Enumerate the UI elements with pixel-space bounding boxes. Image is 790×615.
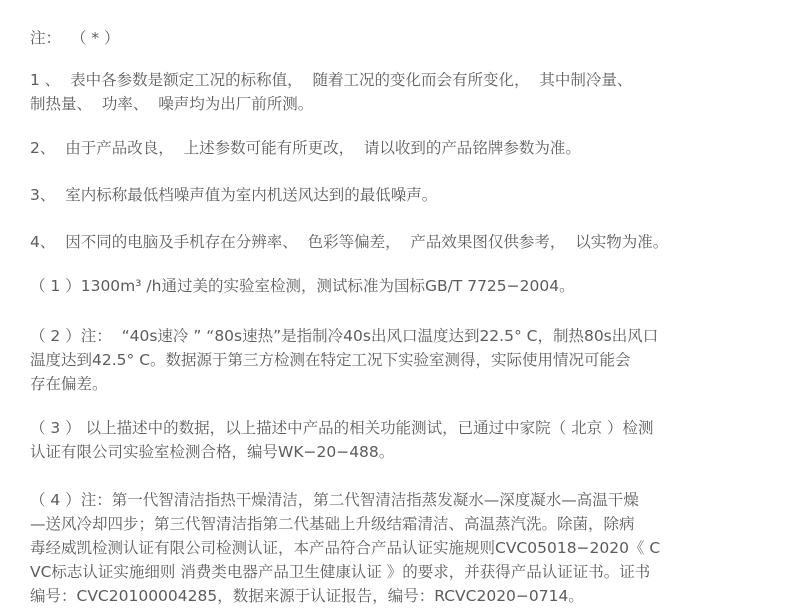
note-item-3: 3、 室内标称最低档噪声值为室内机送风达到的最低噪声。 (30, 186, 438, 204)
note-item-4: 4、 因不同的电脑及手机存在分辨率、 色彩等偏差， 产品效果图仅供参考， 以实物为准。 (30, 233, 669, 251)
footnote-3: （ 3 ） 以上描述中的数据，以上描述中产品的相关功能测试，已通过中家院（ 北京 ）检测 认证有限公司实验室检测合格，编号WK−20−488。 (30, 419, 654, 461)
footnote-1: （ 1 ）1300m³ /h通过美的实验室检测，测试标准为国标GB/T 7725−2004。 (30, 277, 575, 295)
footnote-2: （ 2 ）注： “40s速冷 ” “80s速热”是指制冷40s出风口温度达到22.5° C，制热80s出风口 温度达到42.5° C。数据源于第三方检测在特定工况下实验室测得，实际使用情况可能会 存在偏差。 (30, 327, 659, 393)
notes-title: 注： （ * ） (30, 29, 120, 47)
note-item-2: 2、 由于产品改良， 上述参数可能有所更改， 请以收到的产品铭牌参数为准。 (30, 139, 581, 157)
footnote-4: （ 4 ）注：第一代智清洁指热干燥清洁，第二代智清洁指蒸发凝水—深度凝水—高温干燥 —送风冷却四步；第三代智清洁指第二代基础上升级结霜清洁、高温蒸汽洗。除菌，除病 毒经威凯检测认证有限公司检测认证，本产品符合产品认证实施规则CVC05018−2020《 C VC标志认证实施细则 消费类电器产品卫生健康认证 》的要求，并获得产品认证证书。证书 编号：CVC20100004285，数据来源于认证报告，编号：RCVC2020−0714。 (30, 491, 661, 605)
disclaimer-notes (30, 26, 782, 608)
note-item-1: 1 、 表中各参数是额定工况的标称值， 随着工况的变化而会有所变化， 其中制冷量、 制热量、 功率、 噪声均为出厂前所测。 (30, 71, 633, 113)
